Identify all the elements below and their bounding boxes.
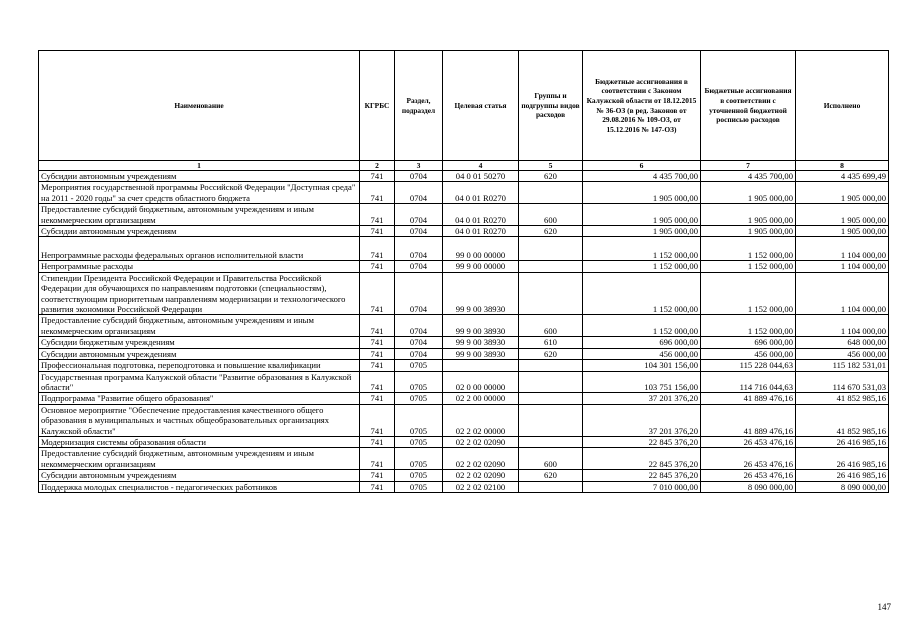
table-row: [39, 261, 889, 272]
column-number-row: [39, 161, 889, 171]
cell-section: 0704: [395, 226, 443, 237]
cell-name: Подпрограмма "Развитие общего образования": [39, 393, 360, 404]
cell-expense-group: [519, 371, 583, 393]
cell-refined-amount: 26 453 476,16: [701, 470, 796, 481]
cell-kgrbs: 741: [360, 393, 395, 404]
cell-kgrbs: 741: [360, 226, 395, 237]
cell-name: Субсидии бюджетным учреждениям: [39, 337, 360, 348]
cell-refined-amount: 41 889 476,16: [701, 404, 796, 436]
cell-section: 0704: [395, 204, 443, 226]
table-row: [39, 315, 889, 337]
cell-law-amount: 1 152 000,00: [583, 315, 701, 337]
cell-section: 0705: [395, 448, 443, 470]
cell-section: 0704: [395, 315, 443, 337]
header-target-article: Целевая статья: [443, 51, 519, 161]
cell-kgrbs: 741: [360, 171, 395, 182]
cell-expense-group: 620: [519, 348, 583, 359]
cell-section: 0705: [395, 481, 443, 492]
cell-executed-amount: 114 670 531,03: [796, 371, 889, 393]
column-number: 1: [39, 161, 360, 171]
cell-kgrbs: 741: [360, 337, 395, 348]
column-number: 3: [395, 161, 443, 171]
cell-kgrbs: 741: [360, 470, 395, 481]
cell-target-article: 02 2 02 02090: [443, 448, 519, 470]
cell-section: 0705: [395, 404, 443, 436]
table-row: [39, 470, 889, 481]
cell-section: 0704: [395, 237, 443, 261]
cell-name: Основное мероприятие "Обеспечение предоставления качественного общего образования в муниципальных и частных общеобразовательных организациях Калужской области": [39, 404, 360, 436]
cell-kgrbs: 741: [360, 348, 395, 359]
cell-executed-amount: 41 852 985,16: [796, 393, 889, 404]
column-number: 7: [701, 161, 796, 171]
cell-refined-amount: 114 716 044,63: [701, 371, 796, 393]
cell-refined-amount: 456 000,00: [701, 348, 796, 359]
cell-target-article: 04 0 01 R0270: [443, 182, 519, 204]
cell-name: Государственная программа Калужской области "Развитие образования в Калужской области": [39, 371, 360, 393]
cell-executed-amount: 26 416 985,16: [796, 470, 889, 481]
cell-target-article: 02 2 02 02090: [443, 470, 519, 481]
table-row: [39, 272, 889, 315]
cell-law-amount: 1 152 000,00: [583, 237, 701, 261]
cell-target-article: 04 0 01 50270: [443, 171, 519, 182]
cell-executed-amount: 8 090 000,00: [796, 481, 889, 492]
cell-target-article: 99 9 00 38930: [443, 337, 519, 348]
cell-executed-amount: 1 905 000,00: [796, 226, 889, 237]
cell-executed-amount: 1 104 000,00: [796, 237, 889, 261]
cell-name: Непрограммные расходы: [39, 261, 360, 272]
cell-section: 0705: [395, 470, 443, 481]
cell-target-article: 02 0 00 00000: [443, 371, 519, 393]
cell-section: 0704: [395, 348, 443, 359]
header-section: Раздел, подраздел: [395, 51, 443, 161]
cell-section: 0704: [395, 171, 443, 182]
header-expense-groups: Группы и подгруппы видов расходов: [519, 51, 583, 161]
cell-law-amount: 7 010 000,00: [583, 481, 701, 492]
cell-target-article: 02 2 02 02100: [443, 481, 519, 492]
cell-kgrbs: 741: [360, 237, 395, 261]
cell-refined-amount: 26 453 476,16: [701, 448, 796, 470]
cell-name: Предоставление субсидий бюджетным, автономным учреждениям и иным некоммерческим организациям: [39, 315, 360, 337]
cell-section: 0704: [395, 261, 443, 272]
cell-law-amount: 1 152 000,00: [583, 272, 701, 315]
cell-refined-amount: 1 152 000,00: [701, 261, 796, 272]
table-row: [39, 371, 889, 393]
cell-executed-amount: 1 104 000,00: [796, 272, 889, 315]
cell-refined-amount: 1 152 000,00: [701, 272, 796, 315]
page-number: 147: [877, 602, 891, 612]
table-row: [39, 337, 889, 348]
cell-expense-group: 600: [519, 315, 583, 337]
cell-law-amount: 1 905 000,00: [583, 226, 701, 237]
cell-kgrbs: 741: [360, 371, 395, 393]
cell-expense-group: [519, 237, 583, 261]
cell-kgrbs: 741: [360, 204, 395, 226]
cell-expense-group: 600: [519, 448, 583, 470]
cell-expense-group: 620: [519, 226, 583, 237]
cell-executed-amount: 1 905 000,00: [796, 182, 889, 204]
cell-refined-amount: 26 453 476,16: [701, 436, 796, 447]
cell-expense-group: [519, 182, 583, 204]
cell-law-amount: 37 201 376,20: [583, 404, 701, 436]
cell-target-article: 99 9 00 38930: [443, 315, 519, 337]
cell-target-article: 02 2 02 02090: [443, 436, 519, 447]
column-number: 8: [796, 161, 889, 171]
cell-name: Субсидии автономным учреждениям: [39, 470, 360, 481]
cell-name: Предоставление субсидий бюджетным, автономным учреждениям и иным некоммерческим организациям: [39, 448, 360, 470]
cell-refined-amount: 1 905 000,00: [701, 226, 796, 237]
cell-name: Предоставление субсидий бюджетным, автономным учреждениям и иным некоммерческим организациям: [39, 204, 360, 226]
cell-refined-amount: 8 090 000,00: [701, 481, 796, 492]
cell-expense-group: 620: [519, 171, 583, 182]
cell-name: Стипендии Президента Российской Федерации и Правительства Российской Федерации для обучающихся по направлениям подготовки (специальностям), соответствующим приоритетным направлениям модернизации и технологического развития экономики Российской Федерации: [39, 272, 360, 315]
column-number: 4: [443, 161, 519, 171]
column-number: 2: [360, 161, 395, 171]
cell-expense-group: [519, 404, 583, 436]
cell-executed-amount: 26 416 985,16: [796, 448, 889, 470]
header-kgrbs: КГРБС: [360, 51, 395, 161]
cell-target-article: 02 2 00 00000: [443, 393, 519, 404]
cell-refined-amount: 1 905 000,00: [701, 182, 796, 204]
cell-kgrbs: 741: [360, 448, 395, 470]
column-number: 5: [519, 161, 583, 171]
cell-expense-group: [519, 393, 583, 404]
cell-name: Модернизация системы образования области: [39, 436, 360, 447]
cell-refined-amount: 4 435 700,00: [701, 171, 796, 182]
table-row: [39, 360, 889, 371]
cell-law-amount: 696 000,00: [583, 337, 701, 348]
cell-name: Профессиональная подготовка, переподготовка и повышение квалификации: [39, 360, 360, 371]
table-row: [39, 348, 889, 359]
table-row: [39, 393, 889, 404]
cell-name: Субсидии автономным учреждениям: [39, 226, 360, 237]
cell-executed-amount: 26 416 985,16: [796, 436, 889, 447]
cell-target-article: [443, 360, 519, 371]
cell-executed-amount: 115 182 531,01: [796, 360, 889, 371]
header-refined-appropriations: Бюджетные ассигнования в соответствии с уточненной бюджетной росписью расходов: [701, 51, 796, 161]
cell-law-amount: 456 000,00: [583, 348, 701, 359]
cell-target-article: 02 2 02 00000: [443, 404, 519, 436]
cell-executed-amount: 1 104 000,00: [796, 315, 889, 337]
cell-name: Субсидии автономным учреждениям: [39, 171, 360, 182]
cell-section: 0704: [395, 272, 443, 315]
cell-law-amount: 1 905 000,00: [583, 204, 701, 226]
table-row: [39, 436, 889, 447]
cell-section: 0704: [395, 182, 443, 204]
cell-executed-amount: 1 104 000,00: [796, 261, 889, 272]
cell-kgrbs: 741: [360, 315, 395, 337]
column-number: 6: [583, 161, 701, 171]
cell-law-amount: 22 845 376,20: [583, 470, 701, 481]
cell-section: 0705: [395, 393, 443, 404]
cell-section: 0704: [395, 337, 443, 348]
cell-expense-group: [519, 272, 583, 315]
table-row: [39, 204, 889, 226]
cell-kgrbs: 741: [360, 272, 395, 315]
table-row: [39, 171, 889, 182]
budget-table: [38, 50, 889, 493]
cell-expense-group: 620: [519, 470, 583, 481]
cell-expense-group: [519, 481, 583, 492]
cell-executed-amount: 648 000,00: [796, 337, 889, 348]
cell-name: Мероприятия государственной программы Российской Федерации "Доступная среда" на 2011 - 2020 годы" за счет средств областного бюджета: [39, 182, 360, 204]
cell-target-article: 99 0 00 00000: [443, 237, 519, 261]
cell-refined-amount: 1 152 000,00: [701, 237, 796, 261]
cell-kgrbs: 741: [360, 261, 395, 272]
cell-law-amount: 104 301 156,00: [583, 360, 701, 371]
cell-law-amount: 22 845 376,20: [583, 436, 701, 447]
cell-kgrbs: 741: [360, 481, 395, 492]
cell-law-amount: 103 751 156,00: [583, 371, 701, 393]
table-row: [39, 226, 889, 237]
cell-refined-amount: 1 905 000,00: [701, 204, 796, 226]
cell-refined-amount: 41 889 476,16: [701, 393, 796, 404]
cell-expense-group: 610: [519, 337, 583, 348]
cell-law-amount: 1 152 000,00: [583, 261, 701, 272]
cell-name: Субсидии автономным учреждениям: [39, 348, 360, 359]
cell-expense-group: [519, 261, 583, 272]
cell-expense-group: [519, 360, 583, 371]
cell-kgrbs: 741: [360, 182, 395, 204]
cell-expense-group: 600: [519, 204, 583, 226]
cell-kgrbs: 741: [360, 436, 395, 447]
cell-target-article: 99 9 00 38930: [443, 272, 519, 315]
cell-section: 0705: [395, 436, 443, 447]
cell-executed-amount: 1 905 000,00: [796, 204, 889, 226]
header-row: [39, 51, 889, 161]
cell-law-amount: 22 845 376,20: [583, 448, 701, 470]
cell-executed-amount: 41 852 985,16: [796, 404, 889, 436]
cell-target-article: 04 0 01 R0270: [443, 204, 519, 226]
cell-kgrbs: 741: [360, 404, 395, 436]
cell-expense-group: [519, 436, 583, 447]
table-body: [39, 171, 889, 493]
cell-name: Поддержка молодых специалистов - педагогических работников: [39, 481, 360, 492]
cell-refined-amount: 696 000,00: [701, 337, 796, 348]
header-law-appropriations: Бюджетные ассигнования в соответствии с Законом Калужской области от 18.12.2015 № 36-ОЗ (в ред. Законов от 29.08.2016 № 109-ОЗ, от 15.12.2016 № 147-ОЗ): [583, 51, 701, 161]
header-executed: Исполнено: [796, 51, 889, 161]
table-row: [39, 448, 889, 470]
cell-section: 0705: [395, 371, 443, 393]
table-row: [39, 481, 889, 492]
cell-target-article: 99 9 00 00000: [443, 261, 519, 272]
table-row: [39, 182, 889, 204]
cell-refined-amount: 1 152 000,00: [701, 315, 796, 337]
header-name: Наименование: [39, 51, 360, 161]
cell-executed-amount: 456 000,00: [796, 348, 889, 359]
table-row: [39, 237, 889, 261]
cell-target-article: 99 9 00 38930: [443, 348, 519, 359]
cell-section: 0705: [395, 360, 443, 371]
cell-law-amount: 1 905 000,00: [583, 182, 701, 204]
cell-target-article: 04 0 01 R0270: [443, 226, 519, 237]
table-row: [39, 404, 889, 436]
cell-law-amount: 37 201 376,20: [583, 393, 701, 404]
cell-name: Непрограммные расходы федеральных органов исполнительной власти: [39, 237, 360, 261]
cell-kgrbs: 741: [360, 360, 395, 371]
cell-executed-amount: 4 435 699,49: [796, 171, 889, 182]
cell-refined-amount: 115 228 044,63: [701, 360, 796, 371]
cell-law-amount: 4 435 700,00: [583, 171, 701, 182]
